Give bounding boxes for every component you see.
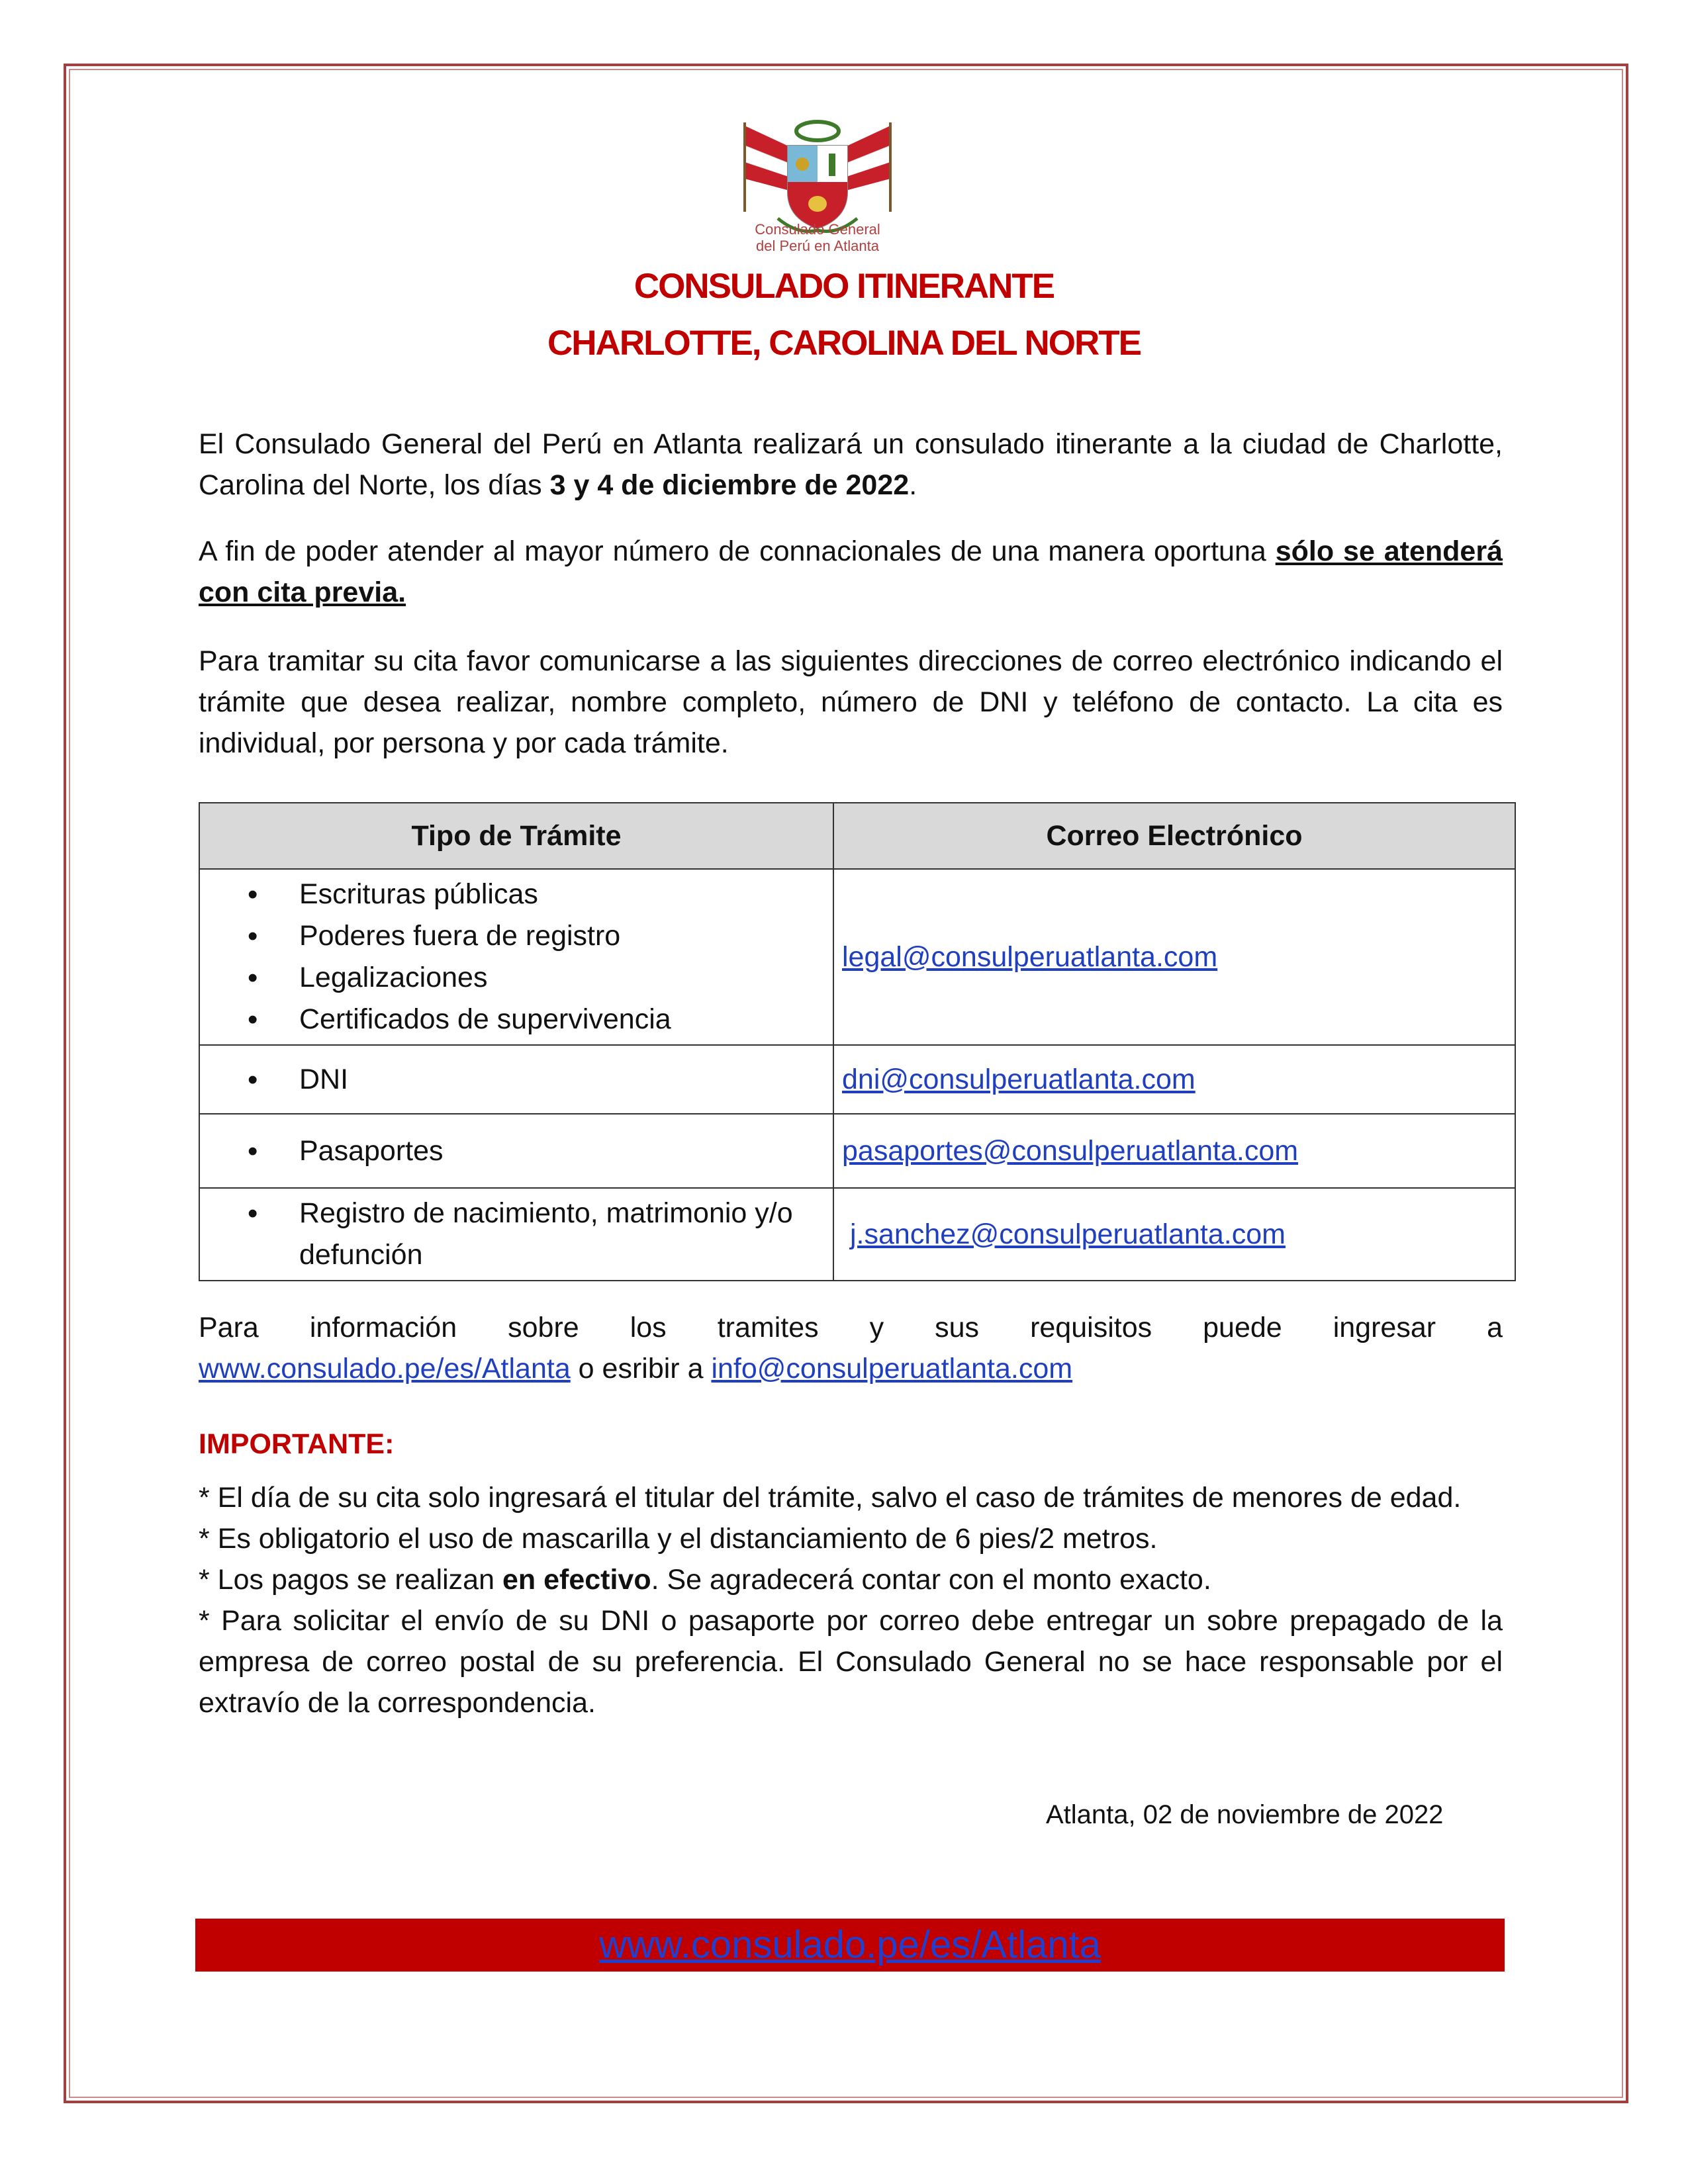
list-item: • Registro de nacimiento, matrimonio y/o defunción (299, 1193, 806, 1276)
info-text: Para información sobre los tramites y sus requisitos puede ingresar a (199, 1312, 1503, 1343)
logo-caption-line2: del Perú en Atlanta (756, 238, 879, 254)
footer-website-link[interactable]: www.consulado.pe/es/Atlanta (599, 1923, 1101, 1966)
note-3-post: . Se agradecerá contar con el monto exacto. (651, 1564, 1211, 1596)
email-cell (833, 869, 1515, 1045)
intro-p1-text: El Consulado General del Perú en Atlanta realizará un consulado itinerante a la ciudad de Charlotte, Carolina del Norte, los días (199, 428, 1503, 501)
procedure-cell (199, 869, 833, 1045)
table-header-procedure: Tipo de Trámite (199, 803, 833, 869)
email-link-legal[interactable]: legal@consulperuatlanta.com (842, 940, 1218, 973)
table-row (199, 869, 1515, 1045)
intro-paragraph-1 (199, 424, 1503, 506)
logo-caption (741, 221, 894, 254)
info-paragraph (199, 1307, 1503, 1389)
table-header-email: Correo Electrónico (833, 803, 1515, 869)
intro-p1-end: . (909, 469, 917, 501)
title-line2: CHARLOTTE, CAROLINA DEL NORTE (547, 324, 1141, 363)
footer-bar (195, 1919, 1505, 1972)
email-link-dni[interactable]: dni@consulperuatlanta.com (842, 1063, 1196, 1095)
email-link-registro[interactable]: j.sanchez@consulperuatlanta.com (850, 1218, 1286, 1250)
intro-paragraph-3: Para tramitar su cita favor comunicarse a las siguientes direcciones de correo electrónico indicando el trámite que desea realizar, nombre completo, número de DNI y teléfono de contacto. La cita es individual, por persona y por cada trámite. (199, 645, 1503, 759)
website-link[interactable]: www.consulado.pe/es/Atlanta (199, 1353, 571, 1385)
logo-caption-line1: Consulado General (755, 221, 880, 238)
intro-p1-dates: 3 y 4 de diciembre de 2022 (549, 469, 910, 501)
email-cell (833, 1188, 1515, 1281)
email-link-pasaportes[interactable]: pasaportes@consulperuatlanta.com (842, 1134, 1299, 1167)
table-row (199, 1045, 1515, 1114)
intro-p2-text: A fin de poder atender al mayor número de connacionales de una manera oportuna (199, 535, 1276, 567)
intro-paragraph-2 (199, 531, 1503, 613)
note-4: * Para solicitar el envío de su DNI o pasaporte por correo debe entregar un sobre prepagado de la empresa de correo postal de su preferencia. El Consulado General no se hace responsable por el extravío de la correspondencia. (199, 1605, 1503, 1719)
table-row (199, 1188, 1515, 1281)
procedure-cell (199, 1188, 833, 1281)
procedure-cell (199, 1045, 833, 1114)
important-heading: IMPORTANTE: (199, 1428, 395, 1460)
info-email-link[interactable]: info@consulperuatlanta.com (711, 1353, 1073, 1385)
intro-p2-appointment-only: sólo se atenderá con cita previa. (199, 535, 1503, 608)
info-line2 (199, 1348, 1503, 1389)
list-item: • Certificados de supervivencia (299, 999, 833, 1040)
note-2: * Es obligatorio el uso de mascarilla y el distanciamiento de 6 pies/2 metros. (199, 1523, 1158, 1555)
list-item: • DNI (299, 1059, 833, 1101)
email-cell (833, 1114, 1515, 1188)
document-date: Atlanta, 02 de noviembre de 2022 (1046, 1800, 1444, 1829)
procedure-cell (199, 1114, 833, 1188)
list-item: • Pasaportes (299, 1130, 833, 1172)
note-3-bold: en efectivo (502, 1564, 651, 1596)
note-1: * El día de su cita solo ingresará el titular del trámite, salvo el caso de trámites de menores de edad. (199, 1482, 1462, 1514)
important-notes (199, 1477, 1503, 1723)
table-header-row (199, 803, 1515, 869)
note-3 (199, 1559, 1503, 1600)
list-item: • Legalizaciones (299, 957, 833, 999)
procedures-table (199, 802, 1516, 1281)
email-cell (833, 1045, 1515, 1114)
table-row (199, 1114, 1515, 1188)
list-item: • Poderes fuera de registro (299, 915, 833, 957)
title-line1: CONSULADO ITINERANTE (633, 267, 1055, 306)
info-connector: o esribir a (570, 1353, 712, 1385)
note-3-pre: * Los pagos se realizan (199, 1564, 502, 1596)
list-item: • Escrituras públicas (299, 874, 833, 915)
